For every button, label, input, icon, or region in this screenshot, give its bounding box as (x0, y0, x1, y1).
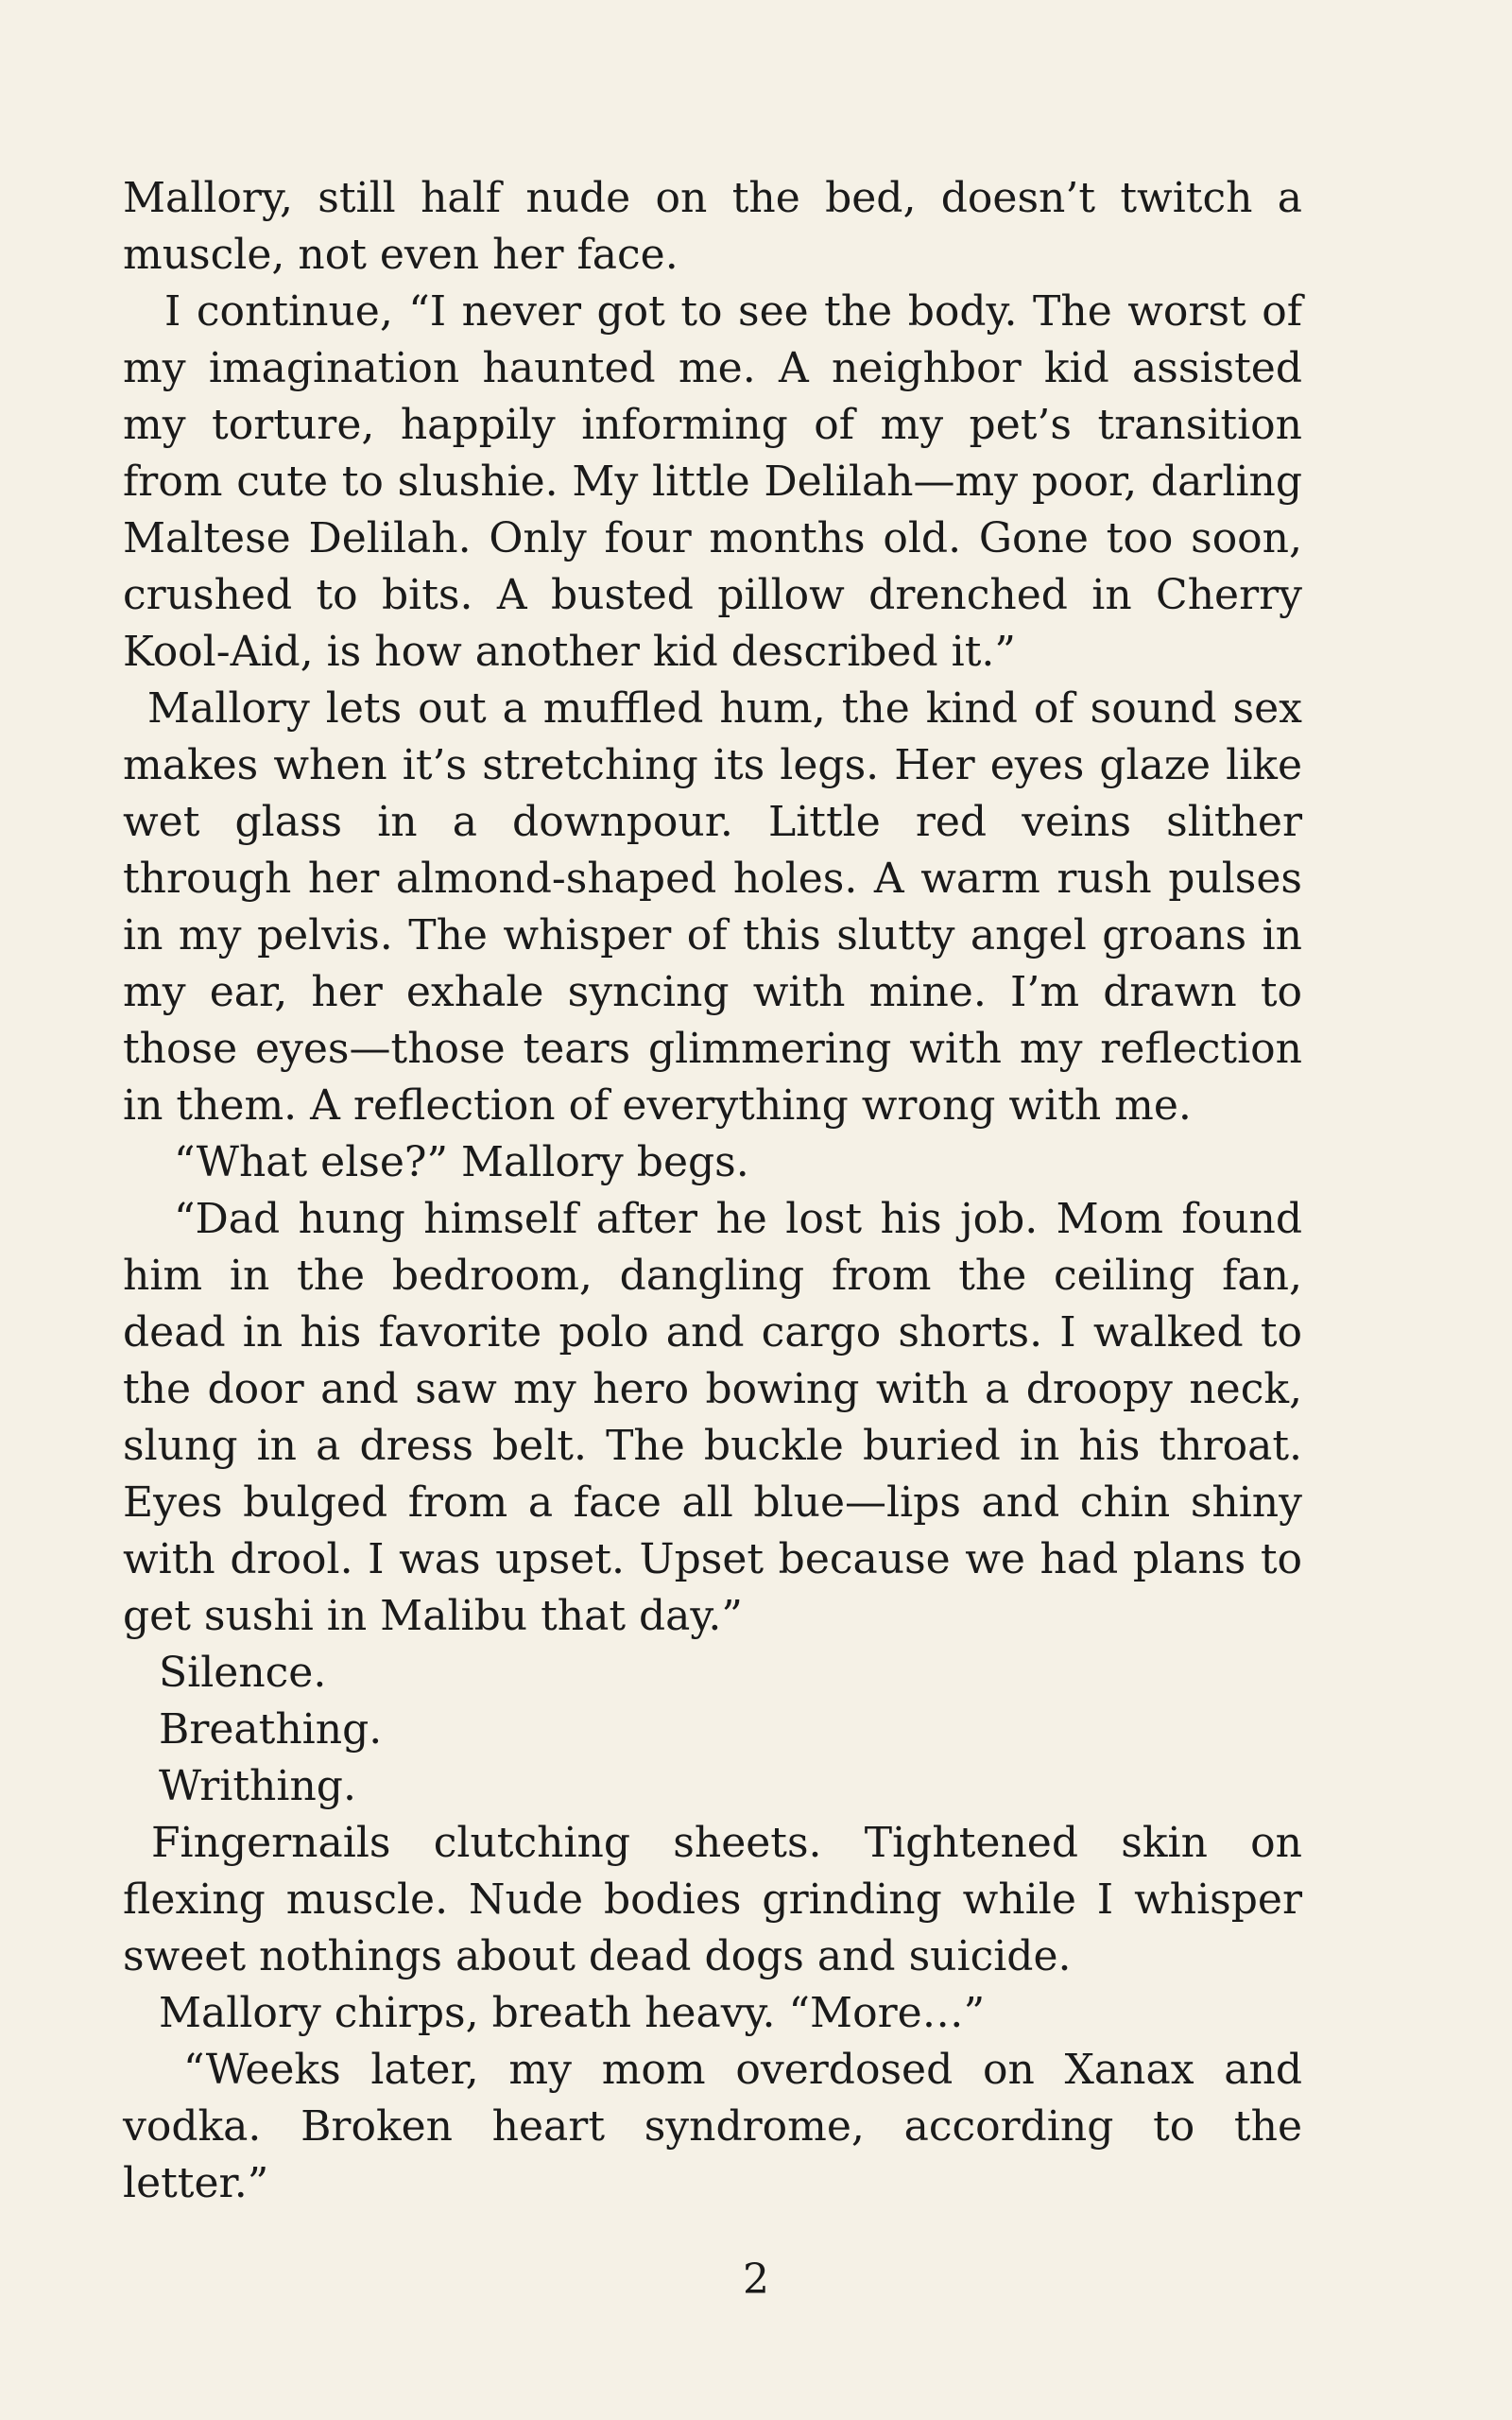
paragraph: I continue, “I never got to see the body. The worst of my imagination haunted me. A neighbor kid assisted my torture, happily informing of my pet’s transition from cute to slushie. My little Delilah—my poor, darling Maltese Delilah. Only four months old. Gone too soon, crushed to bits. A busted pillow drenched in Cherry Kool-Aid, is how another kid described it.” (123, 287, 1302, 676)
page-body (123, 170, 1302, 2212)
page-number: 2 (743, 2256, 769, 2304)
paragraph: Fingernails clutching sheets. Tightened skin on flexing muscle. Nude bodies grinding while I whisper sweet nothings about dead dogs and suicide. (123, 1819, 1302, 1980)
paragraph: “Dad hung himself after he lost his job. Mom found him in the bedroom, dangling from the ceiling fan, dead in his favorite polo and cargo shorts. I walked to the door and saw my hero bowing with a droopy neck, slung in a dress belt. The buckle buried in his throat. Eyes bulged from a face all blue—lips and chin shiny with drool. I was upset. Upset because we had plans to get sushi in Malibu that day.” (123, 1195, 1302, 1640)
paragraph: Mallory chirps, breath heavy. “More…” (159, 1989, 986, 2037)
paragraph: Writhing. (159, 1762, 356, 1810)
paragraph: Silence. (159, 1649, 327, 1697)
paragraph: Breathing. (159, 1705, 383, 1754)
paragraph: Mallory lets out a muffled hum, the kind of sound sex makes when it’s stretching its legs. Her eyes glaze like wet glass in a downpour. Little red veins slither through her almond-shaped holes. A warm rush pulses in my pelvis. The whisper of this slutty angel groans in my ear, her exhale syncing with mine. I’m drawn to those eyes—those tears glimmering with my reflection in them. A reflection of everything wrong with me. (123, 684, 1302, 1130)
paragraph: “What else?” Mallory begs. (174, 1138, 749, 1186)
paragraph: Mallory, still half nude on the bed, doesn’t twitch a muscle, not even her face. (123, 174, 1302, 279)
paragraph: “Weeks later, my mom overdosed on Xanax and vodka. Broken heart syndrome, according to the letter.” (123, 2046, 1302, 2207)
